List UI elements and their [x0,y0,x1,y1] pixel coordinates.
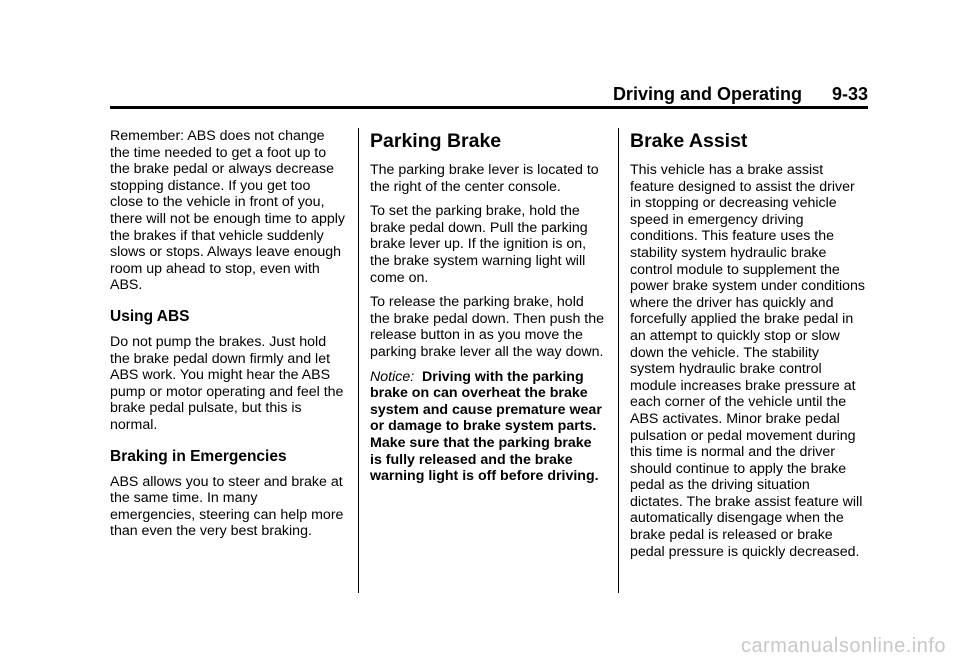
parking-brake-heading: Parking Brake [370,130,502,152]
parking-brake-release-paragraph: To release the parking brake, hold the brake pedal down. Then push the release button in as you move the parking brake lever all the way down. [370,294,605,360]
braking-emergencies-paragraph: ABS allows you to steer and brake at the same time. In many emergencies, steering can help more than even the very best braking. [110,473,344,540]
column-3 [630,130,866,568]
using-abs-paragraph: Do not pump the brakes. Just hold the brake pedal down firmly and let ABS work. You might hear the ABS pump or motor operating and feel the brake pedal pulsate, but this is normal. [110,333,344,433]
running-header [613,84,868,104]
using-abs-heading: Using ABS [110,307,190,325]
abs-reminder-paragraph: Remember: ABS does not change the time needed to get a foot up to the brake pedal or always decrease stopping distance. If you get too close to the vehicle in front of you, there will not be enough time to apply the brakes if that vehicle suddenly slows or stops. Always leave enough room up ahead to stop, even with ABS. [110,128,346,294]
parking-brake-notice [370,369,606,485]
watermark-text: carmanualsonline.info [740,635,946,657]
column-divider-1 [358,128,359,593]
page-number: 9-33 [831,84,868,104]
header-rule [110,106,868,109]
parking-brake-location-paragraph: The parking brake lever is located to the right of the center console. [370,162,599,195]
braking-emergencies-heading: Braking in Emergencies [110,447,287,465]
notice-label: Notice: [370,368,415,385]
page-header [110,84,868,104]
column-divider-2 [618,128,619,593]
parking-brake-set-paragraph: To set the parking brake, hold the brake pedal down. Pull the parking brake lever up. If the ignition is on, the brake system warning light will come on. [370,203,588,286]
notice-text: Driving with the parking brake on can overheat the brake system and cause premature wear or damage to brake system parts. Make sure that the parking brake is fully released and the brake warning light is off before driving. [370,368,602,485]
column-1 [110,128,346,548]
column-2 [370,130,606,493]
brake-assist-paragraph: This vehicle has a brake assist feature designed to assist the driver in stopping or decreasing vehicle speed in emergency driving conditions. This feature uses the stability system hydraulic brake control module to supplement the power brake system under conditions where the driver has quickly and forcefully applied the brake pedal in an attempt to quickly stop or slow down the vehicle. The stability system hydraulic brake control module increases brake pressure at each corner of the vehicle until the ABS activates. Minor brake pedal pulsation or pedal movement during this time is normal and the driver should continue to apply the brake pedal as the driving situation dictates. The brake assist feature will automatically disengage when the brake pedal is released or brake pedal pressure is quickly decreased. [630,162,866,560]
header-section-title: Driving and Operating [612,84,802,104]
brake-assist-heading: Brake Assist [630,130,748,152]
